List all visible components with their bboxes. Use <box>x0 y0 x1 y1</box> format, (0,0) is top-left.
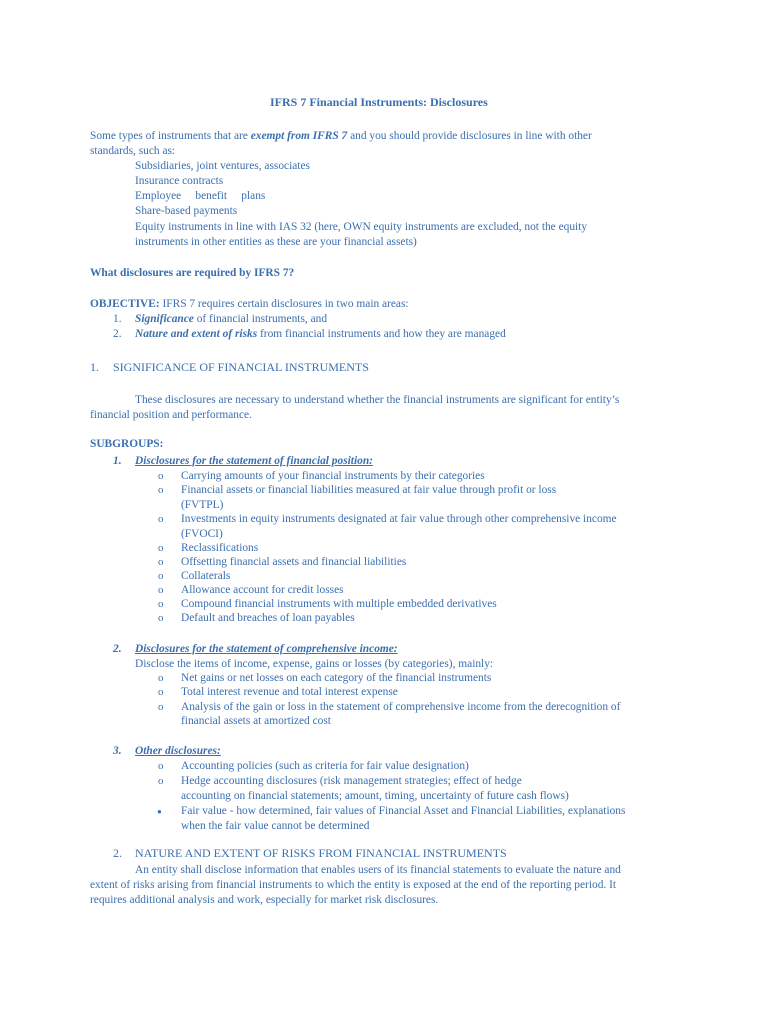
filled-bullet-icon: ● <box>157 807 162 816</box>
list-item: Net gains or net losses on each category of the financial instruments <box>181 672 492 684</box>
objective-area-num: 2. <box>113 328 122 340</box>
list-item: accounting on financial statements; amount, timing, uncertainty of future cash flows) <box>181 790 569 802</box>
list-item: Allowance account for credit losses <box>181 584 344 596</box>
list-item: Accounting policies (such as criteria for fair value designation) <box>181 760 469 772</box>
list-item: when the fair value cannot be determined <box>181 820 370 832</box>
open-bullet-icon: o <box>158 584 164 596</box>
group-1-title: Disclosures for the statement of financial position: <box>135 455 373 467</box>
open-bullet-icon: o <box>158 598 164 610</box>
group-2-title: Disclosures for the statement of comprehensive income: <box>135 643 398 655</box>
list-item: (FVTPL) <box>181 499 224 511</box>
objective-area: Nature and extent of risks from financial instruments and how they are managed <box>135 328 506 340</box>
open-bullet-icon: o <box>158 470 164 482</box>
list-item: Offsetting financial assets and financial liabilities <box>181 556 407 568</box>
list-item: Compound financial instruments with multiple embedded derivatives <box>181 598 497 610</box>
open-bullet-icon: o <box>158 542 164 554</box>
group-1-number: 1. <box>113 455 122 467</box>
objective-area-num: 1. <box>113 313 122 325</box>
list-item: Collaterals <box>181 570 231 582</box>
subgroups-label: SUBGROUPS: <box>90 438 164 450</box>
intro-item: instruments in other entities as these are your financial assets) <box>135 236 417 248</box>
open-bullet-icon: o <box>158 556 164 568</box>
group-2-number: 2. <box>113 643 122 655</box>
open-bullet-icon: o <box>158 701 164 713</box>
objective-line: OBJECTIVE: IFRS 7 requires certain disclosures in two main areas: <box>90 298 409 310</box>
objective-area: Significance of financial instruments, and <box>135 313 328 325</box>
intro-item: Employee benefit plans <box>135 190 266 202</box>
open-bullet-icon: o <box>158 686 164 698</box>
group-2-lead: Disclose the items of income, expense, gains or losses (by categories), mainly: <box>135 658 494 670</box>
section-2-number: 2. <box>113 846 122 860</box>
open-bullet-icon: o <box>158 513 164 525</box>
section-2-paragraph: requires additional analysis and work, especially for market risk disclosures. <box>90 894 439 906</box>
page-title: IFRS 7 Financial Instruments: Disclosures <box>270 95 488 109</box>
group-3-number: 3. <box>113 745 122 757</box>
objective-label: OBJECTIVE: <box>90 298 160 310</box>
list-item: Total interest revenue and total interest expense <box>181 686 398 698</box>
group-3-title: Other disclosures: <box>135 745 221 757</box>
list-item: Default and breaches of loan payables <box>181 612 355 624</box>
section-1-paragraph: financial position and performance. <box>90 409 252 421</box>
section-2-title: NATURE AND EXTENT OF RISKS FROM FINANCIAL INSTRUMENTS <box>135 846 507 860</box>
intro-item: Equity instruments in line with IAS 32 (here, OWN equity instruments are excluded, not the equity <box>135 221 588 233</box>
section-1-title: SIGNIFICANCE OF FINANCIAL INSTRUMENTS <box>113 360 369 374</box>
list-item: (FVOCI) <box>181 528 223 540</box>
intro-line-2: standards, such as: <box>90 145 176 157</box>
list-item: Analysis of the gain or loss in the statement of comprehensive income from the derecognition of <box>181 701 621 713</box>
section-1-number: 1. <box>90 360 99 374</box>
section-2-paragraph: extent of risks arising from financial instruments to which the entity is exposed at the end of the reporting period. It <box>90 879 617 891</box>
open-bullet-icon: o <box>158 484 164 496</box>
list-item: Hedge accounting disclosures (risk management strategies; effect of hedge <box>181 775 522 787</box>
list-item: Investments in equity instruments designated at fair value through other comprehensive income <box>181 513 617 525</box>
open-bullet-icon: o <box>158 612 164 624</box>
question-heading: What disclosures are required by IFRS 7? <box>90 267 295 279</box>
open-bullet-icon: o <box>158 570 164 582</box>
section-1-paragraph: These disclosures are necessary to understand whether the financial instruments are significant for entity’s <box>135 394 620 406</box>
intro-line: Some types of instruments that are exempt from IFRS 7 and you should provide disclosures in line with other <box>90 130 592 142</box>
list-item: Reclassifications <box>181 542 259 554</box>
open-bullet-icon: o <box>158 760 164 772</box>
list-item: Financial assets or financial liabilities measured at fair value through profit or loss <box>181 484 557 496</box>
open-bullet-icon: o <box>158 775 164 787</box>
list-item: financial assets at amortized cost <box>181 715 331 727</box>
list-item: Fair value - how determined, fair values of Financial Asset and Financial Liabilities, explanations <box>181 805 626 817</box>
section-2-paragraph: An entity shall disclose information that enables users of its financial statements to evaluate the nature and <box>135 864 621 876</box>
list-item: Carrying amounts of your financial instruments by their categories <box>181 470 485 482</box>
open-bullet-icon: o <box>158 672 164 684</box>
intro-item: Insurance contracts <box>135 175 224 187</box>
intro-item: Subsidiaries, joint ventures, associates <box>135 160 310 172</box>
intro-item: Share-based payments <box>135 205 238 217</box>
exempt-emphasis: exempt from IFRS 7 <box>250 130 348 142</box>
